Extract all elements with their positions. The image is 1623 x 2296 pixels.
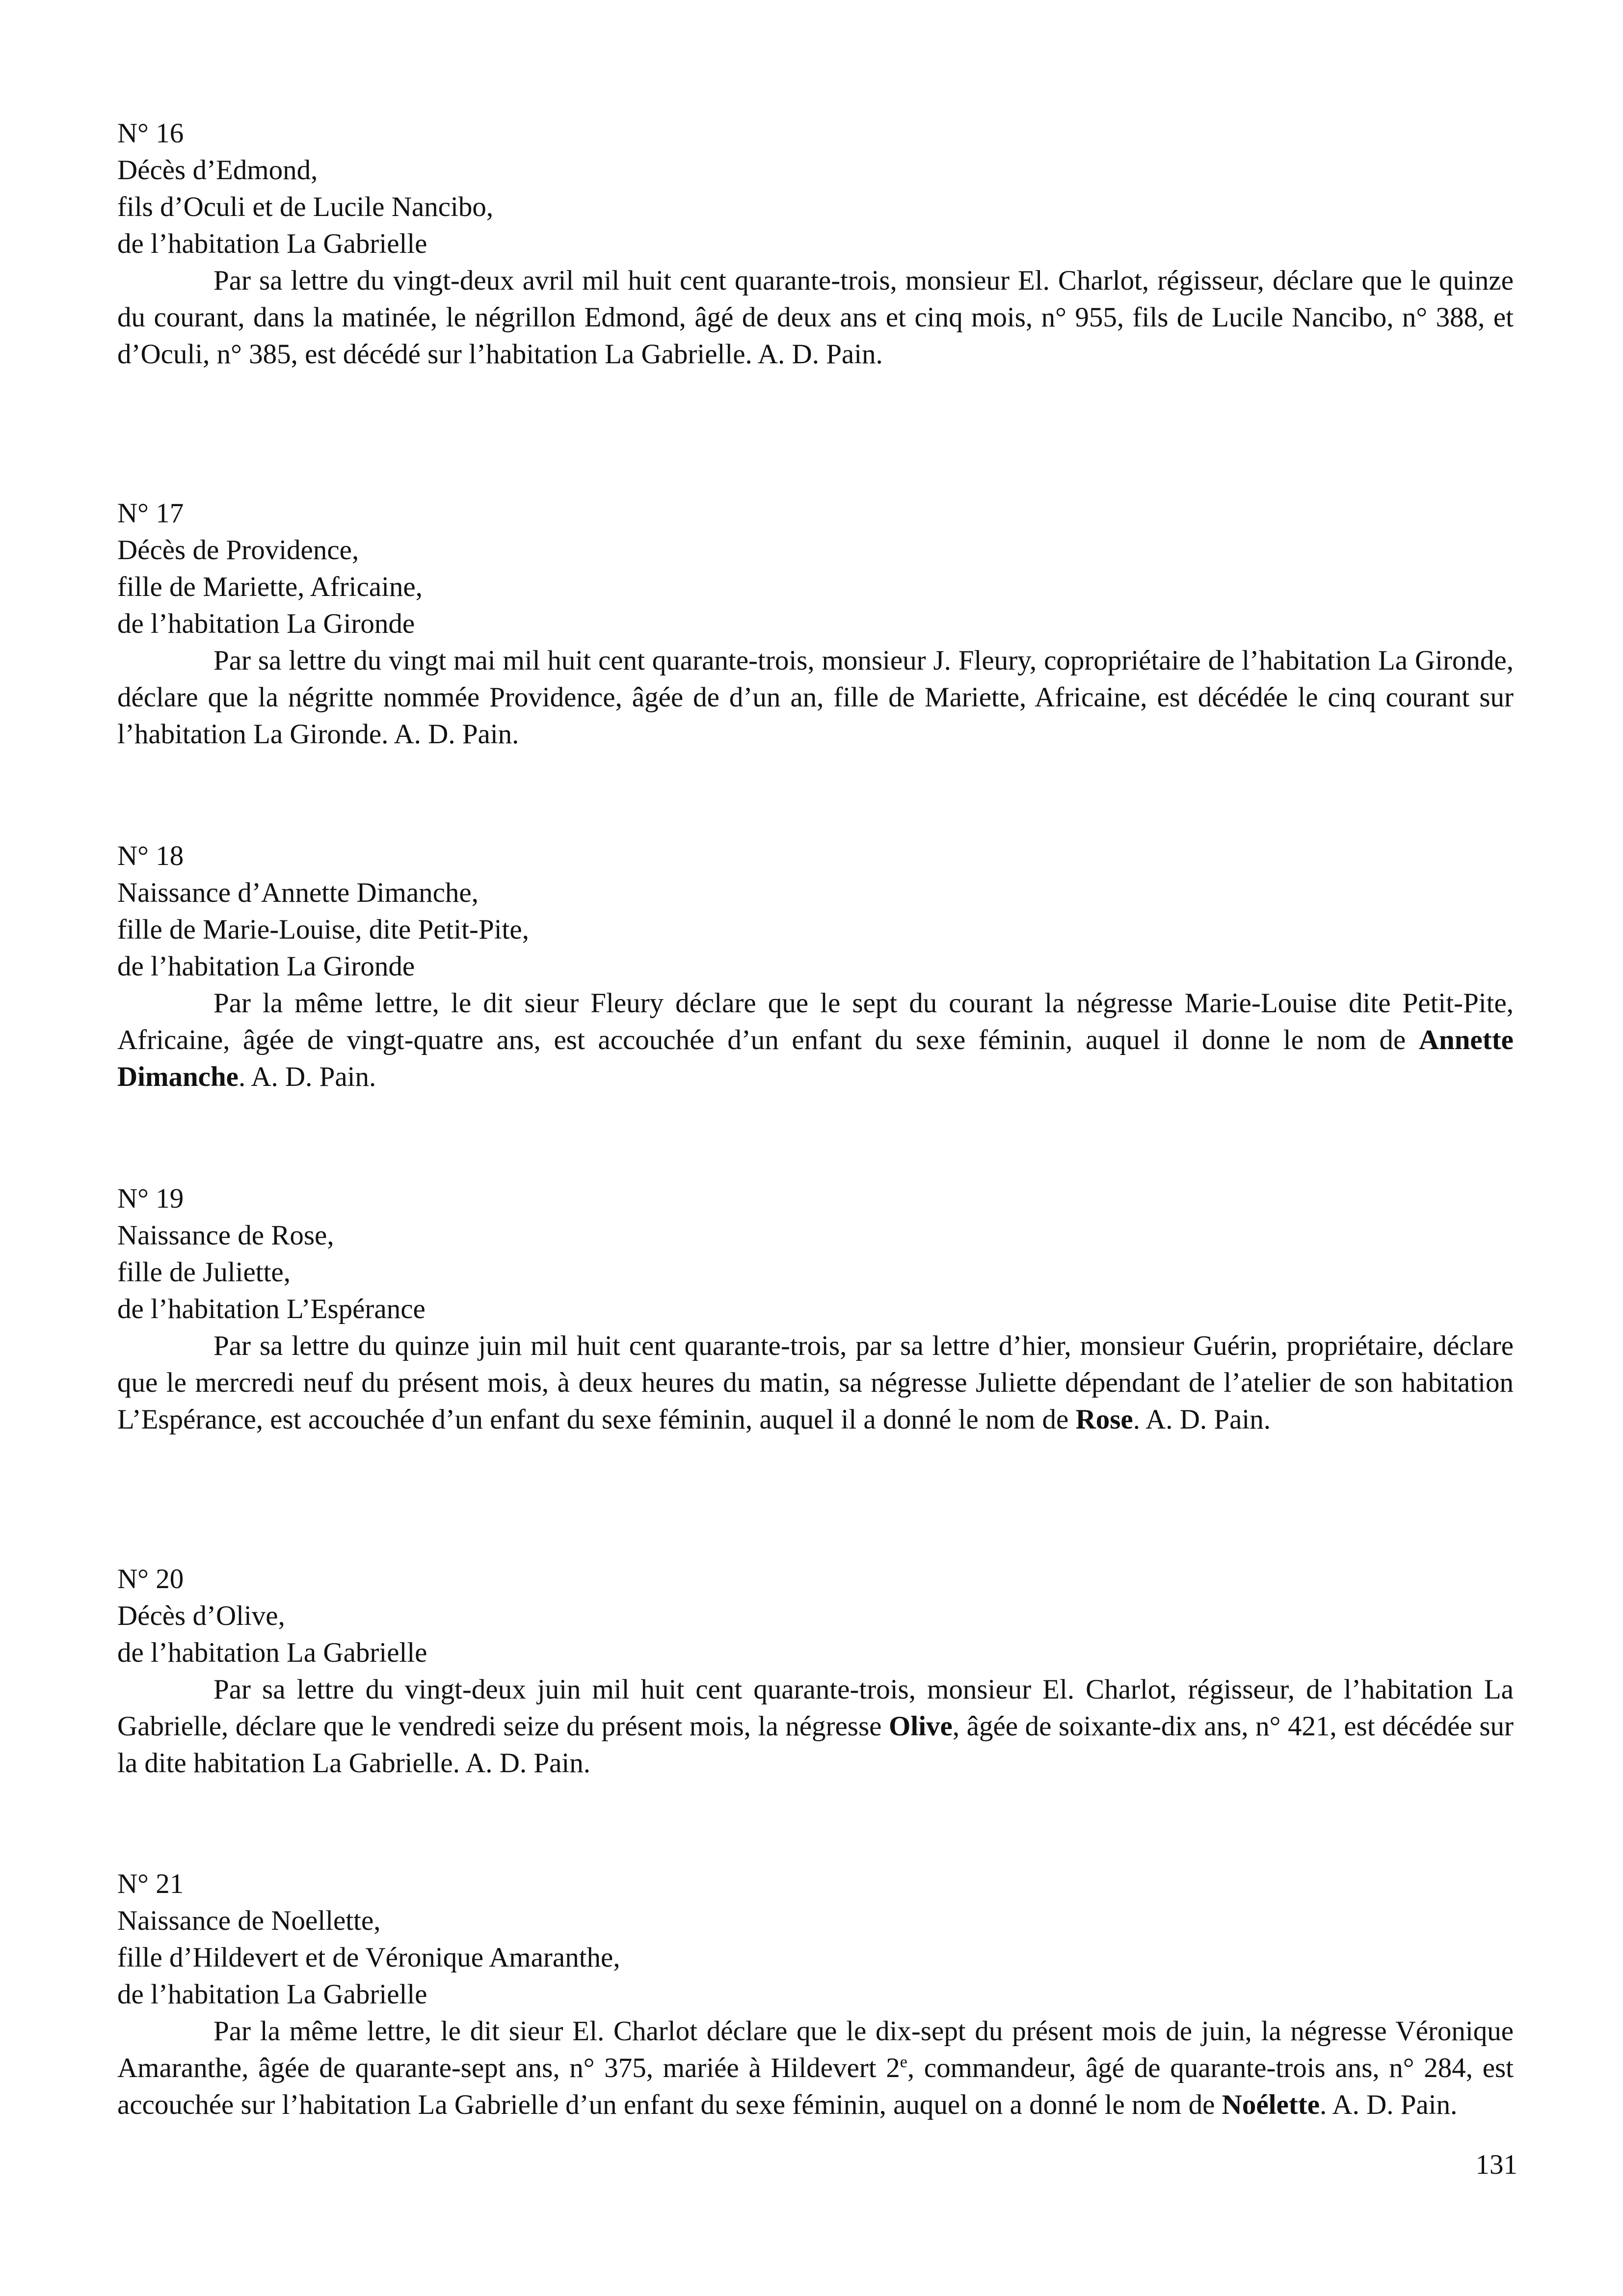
entry-body: [117, 262, 1514, 373]
entry-title: Décès de Providence,: [117, 535, 359, 566]
entry-title: Naissance de Noellette,: [117, 1905, 381, 1936]
entry-habitation: de l’habitation La Gabrielle: [117, 1637, 427, 1668]
entry-number: N° 20: [117, 1564, 184, 1594]
entry-number: N° 17: [117, 498, 184, 529]
entry-title: Décès d’Olive,: [117, 1600, 285, 1631]
entry-body: [117, 985, 1514, 1095]
entry-number: N° 18: [117, 840, 184, 871]
entry-parents: fille de Mariette, Africaine,: [117, 571, 423, 602]
entry-parents: fille de Juliette,: [117, 1257, 291, 1288]
entry-21: [117, 1865, 1514, 2123]
entry-19: [117, 1180, 1514, 1438]
entry-habitation: de l’habitation La Gironde: [117, 951, 415, 982]
entry-habitation: de l’habitation La Gironde: [117, 608, 415, 639]
entry-16: [117, 115, 1514, 373]
entry-text: Par la même lettre, le dit sieur El. Charlot déclare que le dix-sept du présent mois de juin, la négresse Véronique Amaranthe, âgée de quarante-sept ans, n° 375, mariée à Hildevert 2: [117, 2016, 1514, 2083]
entry-title: Naissance d’Annette Dimanche,: [117, 877, 479, 908]
entry-title: Décès d’Edmond,: [117, 155, 318, 186]
entry-parents: fille de Marie-Louise, dite Petit-Pite,: [117, 914, 529, 945]
entry-text-end: , âgée de soixante-dix ans, n° 421, est décédée sur la dite habitation La Gabrielle. A. D. Pain.: [117, 1711, 1514, 1779]
entry-habitation: de l’habitation La Gabrielle: [117, 228, 427, 259]
entry-text-end: . A. D. Pain.: [1320, 2089, 1458, 2120]
bold-name: Rose: [1075, 1404, 1133, 1435]
page-number: 131: [1475, 2149, 1517, 2180]
entry-text-end: . A. D. Pain.: [238, 1061, 376, 1092]
entry-18: [117, 837, 1514, 1095]
entry-title: Naissance de Rose,: [117, 1220, 334, 1251]
entry-number: N° 21: [117, 1868, 184, 1899]
entry-parents: fille d’Hildevert et de Véronique Amaranthe,: [117, 1942, 620, 1973]
entry-parents: fils d’Oculi et de Lucile Nancibo,: [117, 191, 494, 222]
superscript-e: e: [900, 2053, 907, 2071]
entry-20: [117, 1561, 1514, 1782]
entry-habitation: de l’habitation L’Espérance: [117, 1294, 426, 1324]
entry-body: [117, 1327, 1514, 1438]
entry-body: [117, 642, 1514, 753]
entry-text-cont: , commandeur, âgé de quarante-trois ans, n° 284, est accouchée sur l’habitation La Gabrielle d’un enfant du sexe féminin, auquel on a donné le nom de: [117, 2053, 1514, 2120]
bold-name: Annette Dimanche: [117, 1025, 1514, 1092]
entry-text: Par sa lettre du vingt mai mil huit cent quarante-trois, monsieur J. Fleury, copropriétaire de l’habitation La Gironde, déclare que la négritte nommée Providence, âgée de d’un an, fille de Mariette, Africaine, est décédée le cinq courant sur l’habitation La Gironde. A. D. Pain.: [117, 645, 1514, 750]
entry-text-end: . A. D. Pain.: [1133, 1404, 1271, 1435]
entry-habitation: de l’habitation La Gabrielle: [117, 1979, 427, 2010]
entry-17: [117, 495, 1514, 753]
entry-text: Par sa lettre du quinze juin mil huit cent quarante-trois, par sa lettre d’hier, monsieur Guérin, propriétaire, déclare que le mercredi neuf du présent mois, à deux heures du matin, sa négresse Juliette dépendant de l’atelier de son habitation L’Espérance, est accouchée d’un enfant du sexe féminin, auquel il a donné le nom de: [117, 1330, 1514, 1435]
entry-number: N° 16: [117, 118, 184, 149]
entry-text: Par sa lettre du vingt-deux avril mil huit cent quarante-trois, monsieur El. Charlot, régisseur, déclare que le quinze du courant, dans la matinée, le négrillon Edmond, âgé de deux ans et cinq mois, n° 955, fils de Lucile Nancibo, n° 388, et d’Oculi, n° 385, est décédé sur l’habitation La Gabrielle. A. D. Pain.: [117, 265, 1514, 370]
entry-text: Par sa lettre du vingt-deux juin mil huit cent quarante-trois, monsieur El. Charlot, régisseur, de l’habitation La Gabrielle, déclare que le vendredi seize du présent mois, la négresse: [117, 1674, 1514, 1742]
bold-name: Olive: [889, 1711, 953, 1742]
entry-body: [117, 1671, 1514, 1782]
entry-text: Par la même lettre, le dit sieur Fleury déclare que le sept du courant la négresse Marie-Louise dite Petit-Pite, Africaine, âgée de vingt-quatre ans, est accouchée d’un enfant du sexe féminin, auquel il donne le nom de: [117, 988, 1514, 1055]
entry-body: [117, 2013, 1514, 2123]
entry-number: N° 19: [117, 1183, 184, 1214]
bold-name: Noélette: [1222, 2089, 1320, 2120]
